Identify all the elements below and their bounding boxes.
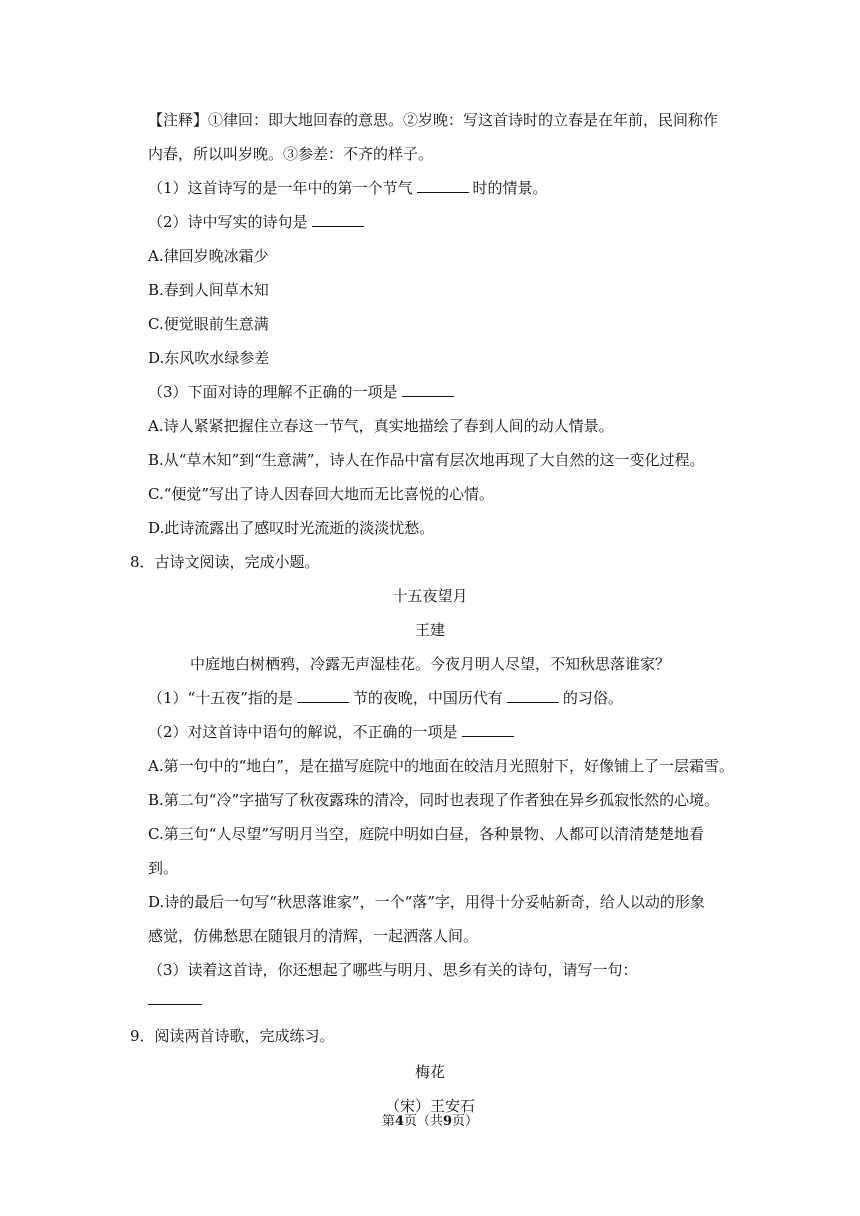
q7-sub1-text: （1）这首诗写的是一年中的第一个节气 [148,179,413,197]
note-line-1: 【注释】①律回：即大地回春的意思。②岁晚：写这首诗时的立春是在年前，民间称作 [148,111,719,129]
answer-blank [462,722,514,737]
q8-sub3: （3）读着这首诗，你还想起了哪些与明月、思乡有关的诗句，请写一句： [148,961,638,979]
q8-heading: 8．古诗文阅读，完成小题。 [130,553,320,571]
note-line-2: 内春，所以叫岁晚。③参差：不齐的样子。 [148,145,434,163]
answer-blank [507,688,559,703]
answer-blank [402,382,454,397]
q8-sub1-text: 节的夜晚，中国历代有 [352,689,503,707]
q7-sub3-text: （3）下面对诗的理解不正确的一项是 [148,383,398,401]
q8-option-a: A.第一句中的“地白”，是在描写庭院中的地面在皎洁月光照射下，好像铺上了一层霜雪。 [148,757,734,775]
page-total: 9 [443,1114,453,1129]
footer-text: 第 [381,1114,395,1129]
q8-sub1-text: 的习俗。 [562,689,623,707]
q7-sub3-option: D.此诗流露出了感叹时光流逝的淡淡忧愁。 [148,519,435,537]
poem-title: 十五夜望月 [392,587,468,605]
q8-option-c: C.第三句“人尽望”写明月当空，庭院中明如白昼，各种景物、人都可以清清楚楚地看 [148,825,705,843]
answer-blank [312,212,364,227]
q8-option-d: D.诗的最后一句写“秋思落谁家”，一个“落”字，用得十分妥帖新奇，给人以动的形象 [148,893,705,911]
poem-author: （宋）王安石 [384,1097,475,1115]
q7-sub3-option: C.“便觉”写出了诗人因春回大地而无比喜悦的心情。 [148,485,495,503]
poem-text: 中庭地白树栖鸦，冷露无声湿桂花。今夜月明人尽望，不知秋思落谁家？ [189,655,670,673]
q7-sub2-text: （2）诗中写实的诗句是 [148,213,308,231]
footer-text: 页） [452,1114,479,1129]
q8-option-c-cont: 到。 [148,859,179,877]
poem-title: 梅花 [414,1063,445,1081]
q8-option-d-cont: 感觉，仿佛愁思在随银月的清辉，一起洒落人间。 [148,927,479,945]
q7-sub2-option: B.春到人间草木知 [148,281,269,299]
answer-line [148,1004,202,1005]
q7-sub2-option: D.东风吹水绿参差 [148,349,270,367]
page-number: 4 [394,1114,404,1129]
q7-sub3-option: A.诗人紧紧把握住立春这一节气，真实地描绘了春到人间的动人情景。 [148,417,614,435]
q7-sub2 [148,212,368,232]
q7-sub1-tail: 时的情景。 [472,179,548,197]
q7-sub2-option: A.律回岁晚冰霜少 [148,247,269,265]
answer-blank [417,178,469,193]
q9-heading: 9．阅读两首诗歌，完成练习。 [130,1027,335,1045]
q7-sub1 [148,178,548,198]
q8-sub1 [148,688,623,708]
q8-sub2-text: （2）对这首诗中语句的解说，不正确的一项是 [148,723,458,741]
q7-sub3 [148,382,458,402]
poem-author: 王建 [414,621,445,639]
q7-sub2-option: C.便觉眼前生意满 [148,315,269,333]
q8-option-b: B.第二句“冷”字描写了秋夜露珠的清冷，同时也表现了作者独在异乡孤寂怅然的心境。 [148,791,720,809]
footer-text: 页（共 [403,1114,443,1129]
answer-blank [297,688,349,703]
page-footer [0,1112,860,1132]
q8-sub2 [148,722,518,742]
q7-sub3-option: B.从“草木知”到“生意满”，诗人在作品中富有层次地再现了大自然的这一变化过程。 [148,451,705,469]
q8-sub1-text: （1）“十五夜”指的是 [148,689,293,707]
